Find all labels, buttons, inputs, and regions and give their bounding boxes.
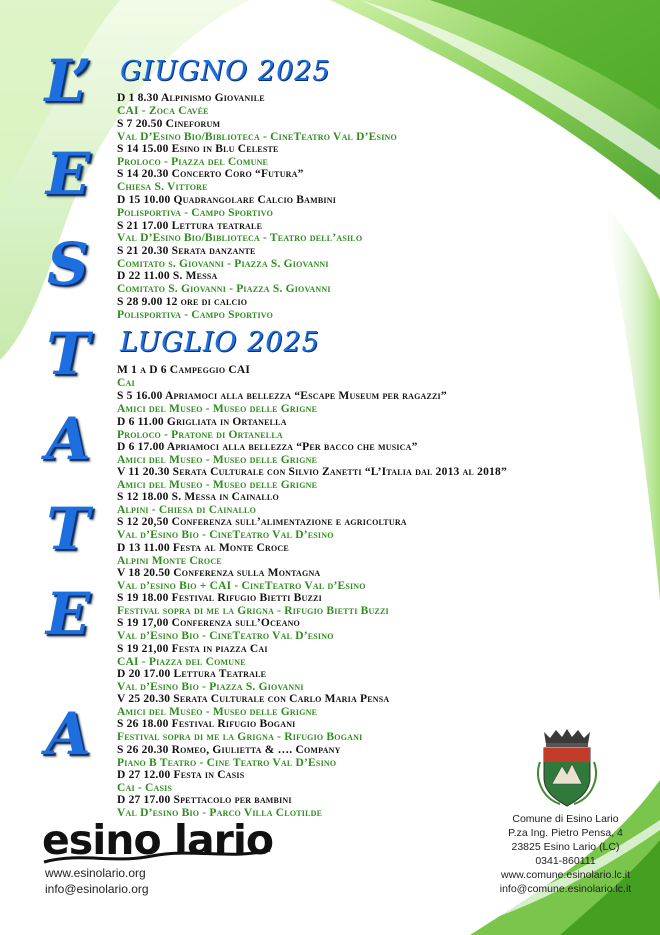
july-event: D 6 17.00 Apriamoci alla bellezza “Per bacco che musica” — [117, 441, 418, 453]
july-event: S 5 16.00 Apriamoci alla bellezza “Escape Museum per ragazzi” — [117, 390, 447, 402]
july-event: D 27 17.00 Spettacolo per bambini — [117, 794, 292, 806]
june-event: Comitato s. Giovanni - Piazza S. Giovanni — [117, 258, 329, 270]
june-event: D 22 11.00 S. Messa — [117, 270, 218, 282]
title-letter-5: A — [45, 405, 91, 473]
june-event: D 1 8.30 Alpinismo Giovanile — [117, 92, 265, 104]
email-link[interactable]: info@esinolario.org — [45, 882, 149, 896]
july-event: S 19 18.00 Festival Rifugio Bietti Buzzi — [117, 592, 322, 604]
month-title-july: LUGLIO 2025 — [120, 327, 320, 358]
june-event: Comitato S. Giovanni - Piazza S. Giovanni — [117, 283, 331, 295]
july-event: Val d’esino Bio + CAI - CineTeatro Val d’Esino — [117, 580, 366, 592]
june-event: S 28 9.00 12 ore di calcio — [117, 296, 248, 308]
june-event: Val D’Esino Bio/Biblioteca - Teatro dell’asilo — [117, 232, 363, 244]
july-event: S 12 20,50 Conferenza sull’alimentazione e agricoltura — [117, 516, 407, 528]
address-line: 23825 Esino Lario (LC) — [511, 841, 620, 853]
june-event: S 14 20.30 Concerto Coro “Futura” — [117, 168, 304, 180]
june-event: Polisportiva - Campo Sportivo — [117, 207, 274, 219]
july-event: M 1 a D 6 Campeggio CAI — [117, 364, 251, 376]
july-event: Festival sopra di me la Grigna - Rifugio Bietti Buzzi — [117, 605, 389, 617]
title-letter-2: E — [45, 140, 91, 208]
title-letter-4: T — [46, 320, 90, 388]
july-event: Amici del Museo - Museo delle Grigne — [117, 403, 318, 415]
esino-lario-logo: esino lario — [42, 816, 274, 864]
july-event: Alpini Monte Croce — [117, 555, 222, 567]
title-letter-8: A — [45, 700, 91, 768]
july-event: V 25 20.30 Serata Culturale con Carlo Maria Pensa — [117, 693, 390, 705]
july-event: Alpini - Chiesa di Cainallo — [117, 504, 256, 516]
july-event: S 26 20.30 Romeo, Giulietta & …. Company — [117, 744, 341, 756]
july-event: V 11 20.30 Serata Culturale con Silvio Zanetti “L’Italia dal 2013 al 2018” — [117, 466, 507, 478]
title-letter-6: T — [46, 495, 90, 563]
july-event: S 12 18.00 S. Messa in Cainallo — [117, 491, 279, 503]
july-event: Val d’Esino Bio - Piazza S. Giovanni — [117, 681, 304, 693]
july-event: Val d’Esino Bio - CineTeatro Val D’esino — [117, 529, 334, 541]
july-event: Amici del Museo - Museo delle Grigne — [117, 454, 318, 466]
july-event: Val D’esino Bio - Parco Villa Clotilde — [117, 807, 323, 819]
logo-swoosh-icon — [42, 842, 272, 866]
phone-number: 0341-860111 — [535, 855, 596, 867]
july-event: D 27 12.00 Festa in Casis — [117, 769, 245, 781]
july-event: S 19 21,00 Festa in piazza Cai — [117, 643, 268, 655]
july-event: S 19 17,00 Conferenza sull’Oceano — [117, 617, 300, 629]
july-event: Cai — [117, 377, 135, 389]
address-line: Comune di Esino Lario — [512, 813, 619, 825]
july-event: Amici del Museo - Museo delle Grigne — [117, 479, 318, 491]
july-event: D 6 11.00 Grigliata in Ortanella — [117, 416, 287, 428]
july-event: D 20 17.00 Lettura Teatrale — [117, 668, 267, 680]
june-event: D 15 10.00 Quadrangolare Calcio Bambini — [117, 194, 337, 206]
title-letter-7: E — [45, 580, 91, 648]
municipality-email-link[interactable]: info@comune.esinolario.lc.it — [499, 883, 632, 895]
title-letter-3: S — [47, 230, 89, 298]
july-event: Piano B Teatro - Cine Teatro Val D’Esino — [117, 757, 337, 769]
municipal-crest-icon — [536, 728, 598, 808]
june-event: Val D’Esino Bio/Biblioteca - CineTeatro Val D’Esino — [117, 131, 397, 143]
july-event: Festival sopra di me la Grigna - Rifugio Bogani — [117, 731, 363, 743]
july-event: CAI - Piazza del Comune — [117, 656, 246, 668]
month-title-june: GIUGNO 2025 — [120, 56, 331, 87]
june-event: Chiesa S. Vittore — [117, 181, 208, 193]
july-event: Amici del Museo - Museo delle Grigne — [117, 706, 318, 718]
municipality-website-link[interactable]: www.comune.esinolario.lc.it — [501, 869, 630, 881]
july-event: Cai - Casis — [117, 782, 173, 794]
june-event: CAI - Zoca Cavèe — [117, 105, 209, 117]
website-link[interactable]: www.esinolario.org — [45, 866, 146, 880]
june-event: S 7 20.50 Cineforum — [117, 118, 221, 130]
july-event: D 13 11.00 Festa al Monte Croce — [117, 542, 289, 554]
june-event: S 21 20.30 Serata danzante — [117, 245, 256, 257]
july-event: S 26 18.00 Festival Rifugio Bogani — [117, 718, 296, 730]
july-event: V 18 20.50 Conferenza sulla Montagna — [117, 567, 321, 579]
june-event: Polisportiva - Campo Sportivo — [117, 309, 274, 321]
june-event: Proloco - Piazza del Comune — [117, 156, 269, 168]
july-event: Proloco - Pratone di Ortanella — [117, 429, 283, 441]
june-event: S 14 15.00 Esino in Blu Celeste — [117, 143, 279, 155]
address-line: P.za Ing. Pietro Pensa, 4 — [508, 827, 623, 839]
title-letter-1: L’ — [44, 47, 92, 115]
july-event: Val d’Esino Bio - CineTeatro Val D’esino — [117, 630, 334, 642]
june-event: S 21 17.00 Lettura teatrale — [117, 220, 263, 232]
